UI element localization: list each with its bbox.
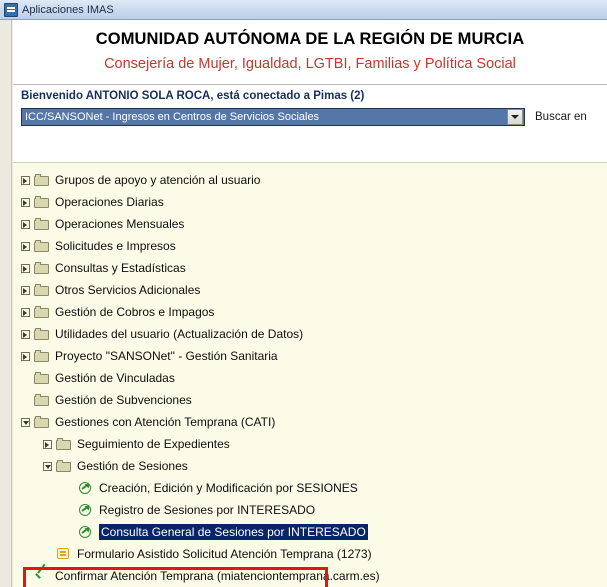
tree-node-label: Utilidades del usuario (Actualización de Datos) <box>55 327 304 341</box>
green-arrow-icon <box>78 503 94 517</box>
tree-node[interactable] <box>19 257 607 279</box>
tree-node-label: Creación, Edición y Modificación por SESIONES <box>99 481 358 495</box>
tree-node[interactable] <box>19 389 607 411</box>
tree-node-label: Gestión de Cobros e Impagos <box>55 305 215 319</box>
check-icon <box>34 569 50 583</box>
left-strip <box>0 20 12 587</box>
form-icon <box>56 547 72 561</box>
tree-node[interactable] <box>19 499 607 521</box>
welcome-message: Bienvenido ANTONIO SOLA ROCA, está conectado a Pimas (2) <box>13 85 607 106</box>
folder-icon <box>34 394 50 407</box>
tree-node-label: Otros Servicios Adicionales <box>55 283 201 297</box>
folder-icon <box>34 306 50 319</box>
page-title: COMUNIDAD AUTÓNOMA DE LA REGIÓN DE MURCIA <box>95 30 525 48</box>
tree-node-label: Grupos de apoyo y atención al usuario <box>55 173 261 187</box>
tree-node[interactable] <box>19 433 607 455</box>
window-title: Aplicaciones IMAS <box>22 3 114 16</box>
green-arrow-icon <box>78 525 94 539</box>
expand-toggle-icon[interactable] <box>19 196 32 209</box>
expand-toggle-icon[interactable] <box>19 350 32 363</box>
expand-toggle-icon[interactable] <box>19 306 32 319</box>
expand-toggle-icon[interactable] <box>19 284 32 297</box>
tree-spacer <box>19 570 32 583</box>
folder-icon <box>34 174 50 187</box>
folder-icon <box>34 416 50 429</box>
tree-node-label: Confirmar Atención Temprana (miatenciontemprana.carm.es) <box>55 569 380 583</box>
tree-spacer <box>19 394 32 407</box>
tree-node[interactable] <box>19 191 607 213</box>
tree-node-label: Consultas y Estadísticas <box>55 261 186 275</box>
navigation-tree-panel[interactable] <box>13 162 607 587</box>
expand-toggle-icon[interactable] <box>19 218 32 231</box>
tree-spacer <box>63 504 76 517</box>
page-subtitle: Consejería de Mujer, Igualdad, LGTBI, Familias y Política Social <box>104 56 516 72</box>
toolbar-row <box>13 106 607 128</box>
tree-node[interactable] <box>19 169 607 191</box>
tree-node-label: Gestiones con Atención Temprana (CATI) <box>55 415 276 429</box>
tree-spacer <box>63 526 76 539</box>
tree-node-label: Gestión de Sesiones <box>77 459 188 473</box>
collapse-toggle-icon[interactable] <box>19 416 32 429</box>
tree-spacer <box>19 372 32 385</box>
page-header <box>13 20 607 76</box>
tree-node[interactable] <box>19 279 607 301</box>
chevron-down-icon[interactable] <box>507 109 523 125</box>
tree-node[interactable] <box>19 323 607 345</box>
tree-node-label: Solicitudes e Impresos <box>55 239 176 253</box>
tree-node-label: Seguimiento de Expedientes <box>77 437 230 451</box>
application-select[interactable] <box>21 108 525 126</box>
search-label: Buscar en <box>535 111 587 123</box>
tree-node[interactable] <box>19 367 607 389</box>
expand-toggle-icon[interactable] <box>19 262 32 275</box>
tree-node-label: Gestión de Subvenciones <box>55 393 192 407</box>
tree-node[interactable] <box>19 301 607 323</box>
tree-node[interactable] <box>19 213 607 235</box>
folder-icon <box>34 218 50 231</box>
application-icon <box>4 3 18 17</box>
tree-node-label: Registro de Sesiones por INTERESADO <box>99 503 316 517</box>
collapse-toggle-icon[interactable] <box>41 460 54 473</box>
tree-node[interactable] <box>19 543 607 565</box>
tree-node-label: Formulario Asistido Solicitud Atención Temprana (1273) <box>77 547 372 561</box>
expand-toggle-icon[interactable] <box>19 328 32 341</box>
folder-icon <box>56 460 72 473</box>
tree-spacer <box>63 482 76 495</box>
folder-icon <box>34 328 50 341</box>
tree-node-label: Gestión de Vinculadas <box>55 371 175 385</box>
tree-node[interactable] <box>19 521 607 543</box>
folder-icon <box>34 262 50 275</box>
tree-node[interactable] <box>19 345 607 367</box>
content-frame <box>0 20 607 587</box>
tree-node[interactable] <box>19 477 607 499</box>
green-arrow-icon <box>78 481 94 495</box>
tree-node[interactable] <box>19 235 607 257</box>
folder-icon <box>34 350 50 363</box>
expand-toggle-icon[interactable] <box>19 174 32 187</box>
tree-node-label: Consulta General de Sesiones por INTERESADO <box>101 525 366 539</box>
tree-node[interactable] <box>19 411 607 433</box>
navigation-tree[interactable] <box>13 163 607 587</box>
tree-node[interactable] <box>19 565 607 587</box>
title-bar <box>0 0 607 20</box>
application-select-value: ICC/SANSONet - Ingresos en Centros de Servicios Sociales <box>25 111 320 123</box>
folder-icon <box>34 372 50 385</box>
tree-node-label: Operaciones Mensuales <box>55 217 185 231</box>
expand-toggle-icon[interactable] <box>41 438 54 451</box>
folder-icon <box>34 240 50 253</box>
tree-node-label: Operaciones Diarias <box>55 195 164 209</box>
tree-node-label: Proyecto "SANSONet" - Gestión Sanitaria <box>55 349 278 363</box>
folder-icon <box>34 196 50 209</box>
expand-toggle-icon[interactable] <box>19 240 32 253</box>
tree-spacer <box>41 548 54 561</box>
folder-icon <box>56 438 72 451</box>
tree-node[interactable] <box>19 455 607 477</box>
folder-icon <box>34 284 50 297</box>
